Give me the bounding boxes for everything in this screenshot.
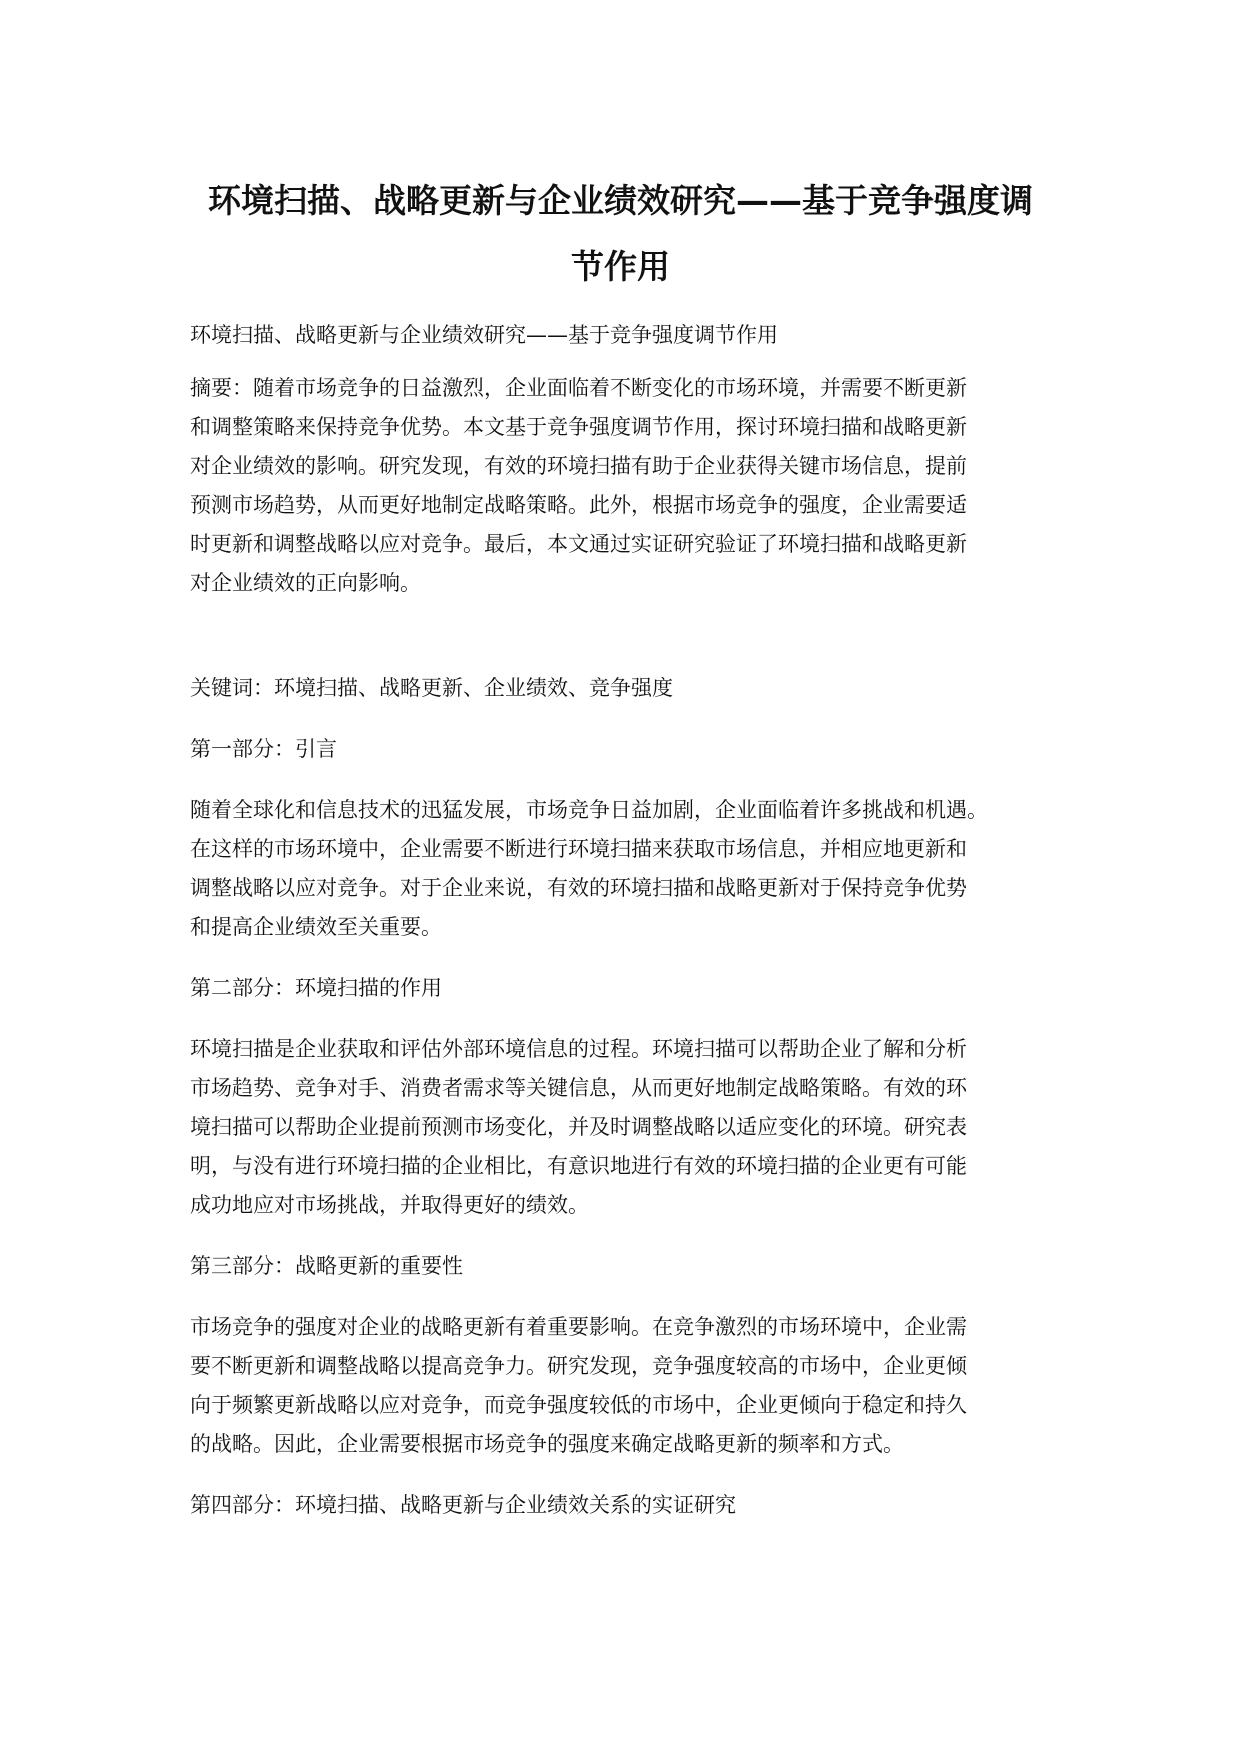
section-heading: 第一部分：引言 [190,737,337,761]
section-1-paragraph [190,791,1070,947]
section-2-line: 境扫描可以帮助企业提前预测市场变化，并及时调整战略以适应变化的环境。研究表 [190,1115,967,1139]
document-title [150,168,1091,300]
section-1-heading [190,730,1070,769]
abstract-paragraph [190,369,1070,603]
subtitle-paragraph [190,316,1070,355]
section-1-line: 在这样的市场环境中，企业需要不断进行环境扫描来获取市场信息，并相应地更新和 [190,837,967,861]
section-1-line: 调整战略以应对竞争。对于企业来说，有效的环境扫描和战略更新对于保持竞争优势 [190,876,967,900]
section-heading: 第二部分：环境扫描的作用 [190,976,442,1000]
section-3-line: 要不断更新和调整战略以提高竞争力。研究发现，竞争强度较高的市场中，企业更倾 [190,1354,967,1378]
section-3-line: 的战略。因此，企业需要根据市场竞争的强度来确定战略更新的频率和方式。 [190,1432,904,1456]
section-3-line: 市场竞争的强度对企业的战略更新有着重要影响。在竞争激烈的市场环境中，企业需 [190,1315,967,1339]
section-3-paragraph [190,1308,1070,1464]
keywords-paragraph [190,669,1070,708]
section-3-line: 向于频繁更新战略以应对竞争，而竞争强度较低的市场中，企业更倾向于稳定和持久 [190,1393,967,1417]
abstract-line: 摘要：随着市场竞争的日益激烈，企业面临着不断变化的市场环境，并需要不断更新 [190,376,967,400]
section-2-paragraph [190,1030,1070,1225]
abstract-line: 和调整策略来保持竞争优势。本文基于竞争强度调节作用，探讨环境扫描和战略更新 [190,415,967,439]
subtitle: 环境扫描、战略更新与企业绩效研究——基于竞争强度调节作用 [190,323,778,347]
section-1-line: 和提高企业绩效至关重要。 [190,915,442,939]
keywords: 关键词：环境扫描、战略更新、企业绩效、竞争强度 [190,676,673,700]
title-line: 节作用 [571,247,670,286]
abstract-line: 对企业绩效的影响。研究发现，有效的环境扫描有助于企业获得关键市场信息，提前 [190,454,967,478]
abstract-line: 时更新和调整战略以应对竞争。最后，本文通过实证研究验证了环境扫描和战略更新 [190,532,967,556]
section-2-line: 市场趋势、竞争对手、消费者需求等关键信息，从而更好地制定战略策略。有效的环 [190,1076,967,1100]
section-heading: 第三部分：战略更新的重要性 [190,1254,463,1278]
section-2-heading [190,969,1070,1008]
section-2-line: 明，与没有进行环境扫描的企业相比，有意识地进行有效的环境扫描的企业更有可能 [190,1154,967,1178]
section-1-line: 随着全球化和信息技术的迅猛发展，市场竞争日益加剧，企业面临着许多挑战和机遇。 [190,798,988,822]
section-2-line: 成功地应对市场挑战，并取得更好的绩效。 [190,1193,589,1217]
section-4-heading [190,1486,1070,1525]
abstract-line: 对企业绩效的正向影响。 [190,571,421,595]
abstract-line: 预测市场趋势，从而更好地制定战略策略。此外，根据市场竞争的强度，企业需要适 [190,493,967,517]
section-heading: 第四部分：环境扫描、战略更新与企业绩效关系的实证研究 [190,1493,736,1517]
section-3-heading [190,1247,1070,1286]
section-2-line: 环境扫描是企业获取和评估外部环境信息的过程。环境扫描可以帮助企业了解和分析 [190,1037,967,1061]
title-line: 环境扫描、战略更新与企业绩效研究——基于竞争强度调 [208,181,1033,220]
